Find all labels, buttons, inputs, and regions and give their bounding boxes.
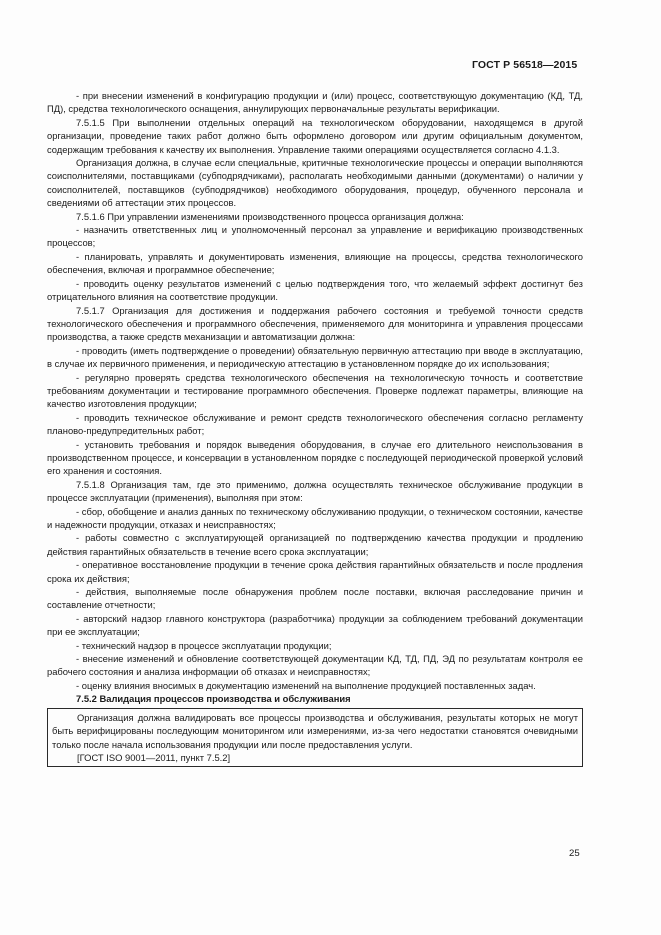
list-item: - регулярно проверять средства технологического обеспечения на технологическую точность и соответствие требованиям документации и тестирование программного обеспечения. Проверке подлежат параметры, влияющие на качество изготовления продукции; [47,371,583,410]
list-item: - проводить (иметь подтверждение о проведении) обязательную первичную аттестацию при вводе в эксплуатацию, в случае их первичного применения, и периодическую аттестацию в установленном порядке до их использования; [47,344,583,370]
quoted-standard-box [47,708,583,768]
list-item: - оценку влияния вносимых в документацию изменений на выполнение продукцией поставленных задач. [76,679,536,691]
list-item: - работы совместно с эксплуатирующей организацией по подтверждению качества продукции и продлению действия гарантийных обязательств в течение всего срока эксплуатации; [47,532,583,557]
list-item: - планировать, управлять и документировать изменения, влияющие на процессы, средства технологического обеспечения, включая и программное обеспечение; [47,250,583,276]
paragraph: 7.5.1.8 Организация там, где это применимо, должна осуществлять техническое обслуживание продукции в процессе эксплуатации (применения), выполняя при этом: [47,478,583,504]
list-item: - проводить оценку результатов изменений с целью подтверждения того, что желаемый эффект достигнут без отрицательного влияния на соответствие продукции. [47,277,583,303]
list-item: - установить требования и порядок выведения оборудования, в случае его длительного неиспользования в производственном процессе, и консервации в установленном порядке с последующей периодической проверкой условий его хранения и состояния. [47,438,583,477]
list-item: - внесение изменений и обновление соответствующей документации КД, ТД, ПД, ЭД по результатам контроля ее рабочего состояния и анализа информации об отказах и неисправностях; [47,653,583,678]
page-number: 25 [569,848,580,859]
page-body [47,89,583,767]
list-item: - сбор, обобщение и анализ данных по техническому обслуживанию продукции, о техническом состоянии, качестве и надежности продукции, отказах и неисправностях; [47,505,583,530]
list-item: - проводить техническое обслуживание и ремонт средств технологического обеспечения согласно регламенту планово-предупредительных работ; [47,411,583,437]
list-item: - действия, выполняемые после обнаружения проблем после поставки, включая расследование причин и составление отчетности; [47,586,583,611]
list-item: - оперативное восстановление продукции в течение срока действия гарантийных обязательств и после продления срока их действия; [47,559,583,584]
paragraph: - при внесении изменений в конфигурацию продукции и (или) процесс, соответствующую документацию (КД, ТД, ПД), средства технологического оснащения, аннулирующих первоначальные результаты верификации. [47,90,583,115]
paragraph: Организация должна, в случае если специальные, критичные технологические процессы и операции выполняются соисполнителями, поставщиками (субподрядчиками), располагать необходимыми данными (документами) о наличии у соисполнителей, поставщиков (субподрядчиков) необходимого оборудования, процедур, обученного персонала и сведениями об аттестации этих процессов. [47,157,583,209]
list-item: - назначить ответственных лиц и уполномоченный персонал за управление и верификацию производственных процессов; [47,224,583,249]
list-item: - авторский надзор главного конструктора (разработчика) продукции за соблюдением требований документации при ее эксплуатации; [47,612,583,638]
quoted-text: Организация должна валидировать все процессы производства и обслуживания, результаты которых не могут быть верифицированы последующим мониторингом или измерениями, из-за чего недостатки становятся очевидными только после начала использования продукции или после предоставления услуги. [52,711,578,750]
list-item: - технический надзор в процессе эксплуатации продукции; [76,639,332,651]
standard-reference: [ГОСТ ISO 9001—2011, пункт 7.5.2] [77,751,231,763]
document-header: ГОСТ Р 56518—2015 [472,59,578,71]
paragraph: 7.5.1.7 Организация для достижения и поддержания рабочего состояния и требуемой точности средств технологического обеспечения и программного обеспечения, применяемого для мониторинга и управления процессами производства, а также средств механизации и автоматизации должна: [47,304,583,343]
paragraph: 7.5.1.6 При управлении изменениями производственного процесса организация должна: [76,210,464,222]
paragraph: 7.5.1.5 При выполнении отдельных операций на технологическом оборудовании, находящемся в другой организации, проведение таких работ должно быть оформлено договором или другим официальным документом, содержащим требования к качеству их выполнения. Управление такими операциями осуществляется согласно 4.1.3. [47,116,583,155]
section-heading: 7.5.2 Валидация процессов производства и обслуживания [76,693,351,705]
